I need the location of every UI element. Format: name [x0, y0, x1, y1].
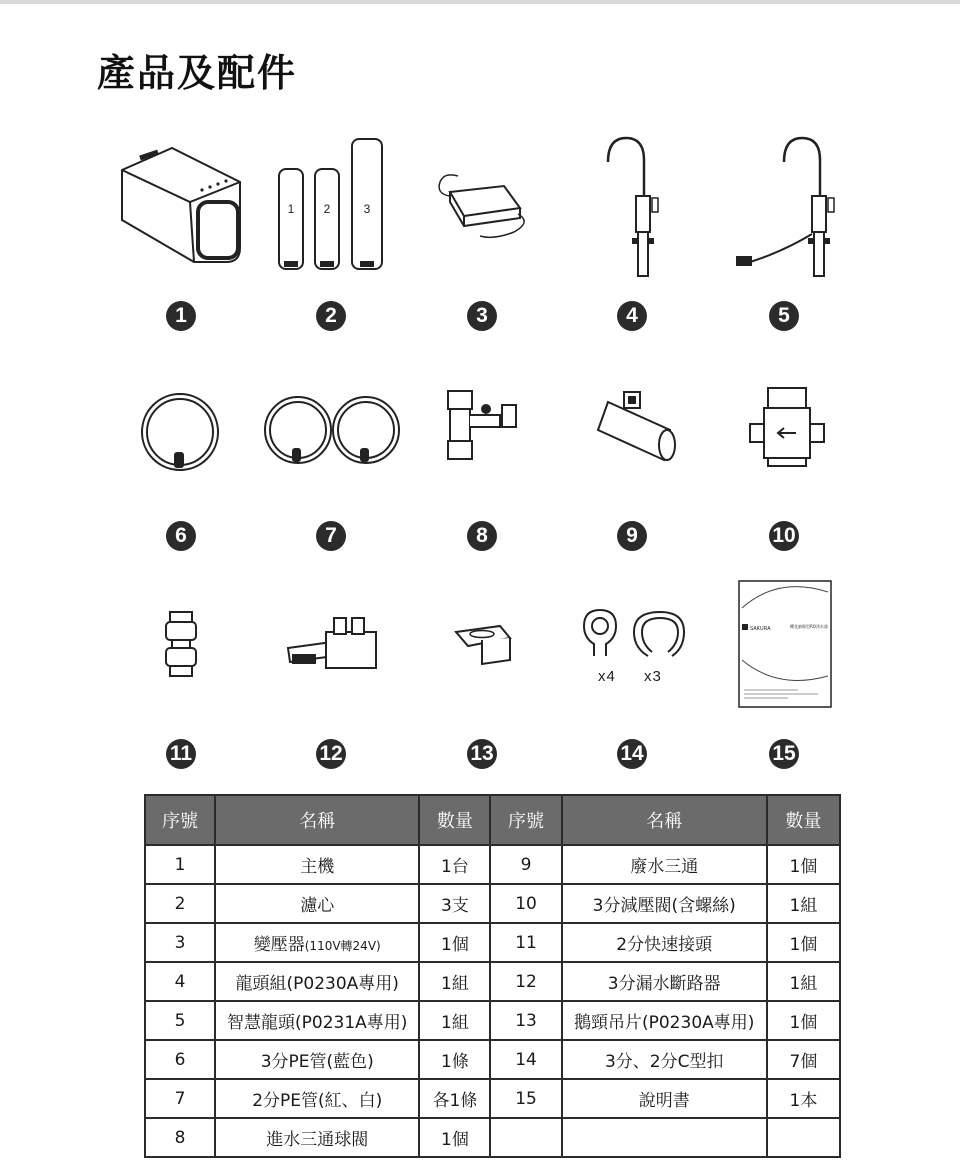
cell-qty: 3支 — [419, 884, 490, 923]
cell-qty: 1個 — [419, 1118, 490, 1157]
cell-no: 7 — [145, 1079, 215, 1118]
cell-qty: 1台 — [419, 845, 490, 884]
cell-name: 龍頭組(P0230A專用) — [215, 962, 419, 1001]
cell-qty: 1組 — [419, 1001, 490, 1040]
cell-no: 1 — [145, 845, 215, 884]
item-number-12: 12 — [316, 739, 346, 769]
cell-name: 濾心 — [215, 884, 419, 923]
item-number-10: 10 — [769, 521, 799, 551]
item-number-6: 6 — [166, 521, 196, 551]
filter-cartridges-image — [276, 137, 396, 273]
cell-qty: 1組 — [419, 962, 490, 1001]
cell-name: 2分PE管(紅、白) — [215, 1079, 419, 1118]
cell-qty — [767, 1118, 840, 1157]
cell-name-main: 變壓器 — [253, 935, 305, 955]
table-row — [145, 1001, 840, 1040]
cell-name — [562, 1118, 767, 1157]
parts-table — [144, 794, 841, 1158]
cell-qty: 1組 — [767, 884, 840, 923]
table-row — [145, 1040, 840, 1079]
manual-brand: SAKURA — [750, 626, 771, 632]
cell-name — [215, 923, 419, 962]
c-clip-quantity-x3: x3 — [644, 668, 662, 685]
item-number-4: 4 — [617, 301, 647, 331]
cell-no: 14 — [490, 1040, 561, 1079]
cell-no — [490, 1118, 561, 1157]
cell-no: 6 — [145, 1040, 215, 1079]
gooseneck-bracket-image — [452, 622, 518, 668]
waste-water-tee-image — [590, 390, 686, 466]
cell-qty: 1組 — [767, 962, 840, 1001]
item-number-7: 7 — [316, 521, 346, 551]
header-no-right: 序號 — [490, 795, 561, 845]
item-number-8: 8 — [467, 521, 497, 551]
cell-no: 11 — [490, 923, 561, 962]
cell-qty: 1本 — [767, 1079, 840, 1118]
item-number-2: 2 — [316, 301, 346, 331]
item-number-5: 5 — [769, 301, 799, 331]
filter-label-1: 1 — [287, 202, 295, 216]
cell-no: 13 — [490, 1001, 561, 1040]
filter-label-3: 3 — [363, 202, 371, 216]
blue-pe-tube-image — [136, 390, 226, 474]
table-row — [145, 845, 840, 884]
header-qty-right: 數量 — [767, 795, 840, 845]
manual-title: 櫻花廚衛型RO淨水器 — [790, 624, 828, 629]
cell-no: 3 — [145, 923, 215, 962]
header-no-left: 序號 — [145, 795, 215, 845]
table-row — [145, 1118, 840, 1157]
cell-no: 5 — [145, 1001, 215, 1040]
red-white-pe-tubes-image — [262, 392, 406, 472]
item-number-11: 11 — [166, 739, 196, 769]
cell-name: 鵝頸吊片(P0230A專用) — [562, 1001, 767, 1040]
cell-qty: 1個 — [767, 845, 840, 884]
cell-no: 9 — [490, 845, 561, 884]
cell-no: 12 — [490, 962, 561, 1001]
ball-valve-tee-image — [440, 385, 532, 465]
cell-name: 3分漏水斷路器 — [562, 962, 767, 1001]
item-number-3: 3 — [467, 301, 497, 331]
item-number-1: 1 — [166, 301, 196, 331]
item-number-9: 9 — [617, 521, 647, 551]
cell-no: 15 — [490, 1079, 561, 1118]
faucet-p0230a-image — [598, 134, 670, 282]
cell-qty: 1個 — [767, 1001, 840, 1040]
instruction-manual-image — [738, 580, 832, 708]
cell-name: 主機 — [215, 845, 419, 884]
quick-connector-image — [164, 610, 198, 680]
cell-name: 廢水三通 — [562, 845, 767, 884]
cell-qty: 1條 — [419, 1040, 490, 1079]
cell-name: 說明書 — [562, 1079, 767, 1118]
cell-name: 2分快速接頭 — [562, 923, 767, 962]
cell-name-note: (110V轉24V) — [304, 939, 381, 953]
cell-name: 進水三通球閥 — [215, 1118, 419, 1157]
transformer-image — [428, 170, 538, 250]
header-name-right: 名稱 — [562, 795, 767, 845]
cell-qty: 1個 — [767, 923, 840, 962]
cell-name: 3分PE管(藍色) — [215, 1040, 419, 1079]
smart-faucet-p0231a-image — [732, 134, 852, 282]
cell-qty: 7個 — [767, 1040, 840, 1079]
top-divider — [0, 0, 960, 4]
cell-qty: 各1條 — [419, 1079, 490, 1118]
item-number-14: 14 — [617, 739, 647, 769]
cell-no: 4 — [145, 962, 215, 1001]
c-clips-image — [580, 604, 690, 664]
cell-name: 智慧龍頭(P0231A專用) — [215, 1001, 419, 1040]
table-row — [145, 1079, 840, 1118]
table-header-row — [145, 795, 840, 845]
pressure-reducing-valve-image — [742, 386, 832, 470]
cell-name: 3分、2分C型扣 — [562, 1040, 767, 1079]
item-number-13: 13 — [467, 739, 497, 769]
filter-label-2: 2 — [323, 202, 331, 216]
c-clip-quantity-x4: x4 — [598, 668, 616, 685]
table-row — [145, 923, 840, 962]
cell-name: 3分減壓閥(含螺絲) — [562, 884, 767, 923]
page-title: 產品及配件 — [97, 51, 298, 95]
header-name-left: 名稱 — [215, 795, 419, 845]
cell-no: 2 — [145, 884, 215, 923]
cell-no: 10 — [490, 884, 561, 923]
cell-qty: 1個 — [419, 923, 490, 962]
item-number-15: 15 — [769, 739, 799, 769]
table-row — [145, 884, 840, 923]
header-qty-left: 數量 — [419, 795, 490, 845]
leak-breaker-image — [282, 614, 382, 674]
cell-no: 8 — [145, 1118, 215, 1157]
main-unit-image — [112, 140, 252, 270]
table-row — [145, 962, 840, 1001]
